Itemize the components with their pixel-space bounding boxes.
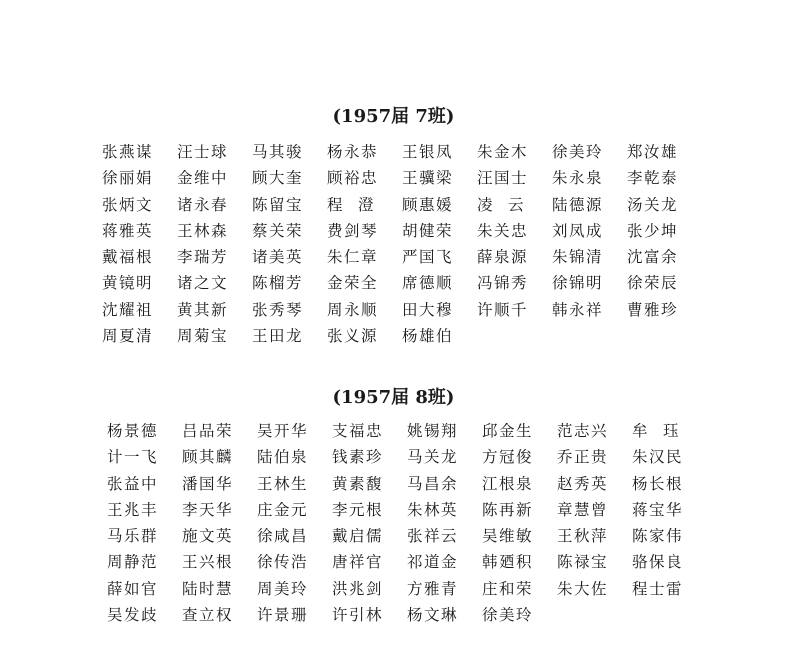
student-name: 陆德源 bbox=[552, 195, 604, 214]
student-name: 徐锦明 bbox=[552, 274, 604, 293]
student-name: 诸永春 bbox=[177, 195, 229, 214]
student-name: 陈家伟 bbox=[632, 527, 684, 546]
student-name: 王骥梁 bbox=[402, 169, 454, 188]
student-name: 朱金木 bbox=[477, 143, 529, 161]
student-name: 薛泉源 bbox=[477, 248, 529, 267]
student-name: 邱金生 bbox=[482, 422, 534, 440]
student-name: 沈耀祖 bbox=[102, 300, 154, 319]
student-name: 汪士球 bbox=[177, 143, 229, 161]
student-name: 蒋宝华 bbox=[632, 500, 684, 519]
student-name: 吴维敏 bbox=[482, 527, 534, 546]
student-name: 周静范 bbox=[107, 553, 159, 572]
class-7-name-list bbox=[102, 139, 702, 349]
student-name: 程 澄 bbox=[327, 195, 374, 214]
student-name: 方冠俊 bbox=[482, 448, 534, 467]
student-name: 王林森 bbox=[177, 221, 229, 240]
student-name: 陆伯泉 bbox=[257, 448, 309, 467]
student-name: 姚锡翔 bbox=[407, 422, 459, 440]
student-name: 许景珊 bbox=[257, 606, 309, 625]
student-name: 蔡关荣 bbox=[252, 221, 304, 240]
student-name: 钱素珍 bbox=[332, 448, 384, 467]
student-name: 庄和荣 bbox=[482, 579, 534, 598]
student-name: 徐咸昌 bbox=[257, 527, 309, 546]
student-name: 杨长根 bbox=[632, 474, 684, 493]
student-name: 骆保良 bbox=[632, 553, 684, 572]
student-name: 张益中 bbox=[107, 474, 159, 493]
student-name: 陆时慧 bbox=[182, 579, 234, 598]
student-name: 章慧曾 bbox=[557, 500, 609, 519]
student-name: 祁道金 bbox=[407, 553, 459, 572]
student-name: 王秋萍 bbox=[557, 527, 609, 546]
student-name: 朱关忠 bbox=[477, 221, 529, 240]
student-name: 杨景德 bbox=[107, 422, 159, 440]
student-name: 田大穆 bbox=[402, 300, 454, 319]
student-name: 李瑞芳 bbox=[177, 248, 229, 267]
student-name: 杨雄伯 bbox=[402, 327, 454, 346]
student-name: 戴启儒 bbox=[332, 527, 384, 546]
student-name: 杨永恭 bbox=[327, 143, 379, 161]
student-name: 朱仁章 bbox=[327, 248, 379, 267]
student-name: 赵秀英 bbox=[557, 474, 609, 493]
student-name: 顾惠媛 bbox=[402, 195, 454, 214]
student-name: 王田龙 bbox=[252, 327, 304, 346]
student-name: 费剑琴 bbox=[327, 221, 379, 240]
class-8-title: (1957届 8班) bbox=[332, 387, 455, 408]
student-name: 张秀琴 bbox=[252, 300, 304, 319]
student-name: 徐传浩 bbox=[257, 553, 309, 572]
student-name: 杨文琳 bbox=[407, 606, 459, 625]
student-name: 黄素馥 bbox=[332, 474, 384, 493]
student-name: 吴开华 bbox=[257, 422, 309, 440]
student-name: 汪国士 bbox=[477, 169, 529, 188]
student-name: 王兴根 bbox=[182, 553, 234, 572]
student-name: 徐丽娟 bbox=[102, 169, 154, 188]
student-name: 程士雷 bbox=[632, 579, 684, 598]
student-name: 计一飞 bbox=[107, 448, 159, 467]
student-name: 张祥云 bbox=[407, 527, 459, 546]
student-name: 陈禄宝 bbox=[557, 553, 609, 572]
student-name: 诸美英 bbox=[252, 248, 304, 267]
class-8-name-list bbox=[107, 418, 707, 628]
student-name: 薛如官 bbox=[107, 579, 159, 598]
student-name: 郑汝雄 bbox=[627, 143, 679, 161]
student-name: 顾其麟 bbox=[182, 448, 234, 467]
student-name: 周夏清 bbox=[102, 327, 154, 346]
student-name: 李元根 bbox=[332, 500, 384, 519]
student-name: 乔正贵 bbox=[557, 448, 609, 467]
student-name: 李乾泰 bbox=[627, 169, 679, 188]
student-name: 冯锦秀 bbox=[477, 274, 529, 293]
student-name: 蒋雅英 bbox=[102, 221, 154, 240]
student-name: 汤关龙 bbox=[627, 195, 679, 214]
student-name: 唐祥官 bbox=[332, 553, 384, 572]
student-name: 朱汉民 bbox=[632, 448, 684, 467]
student-name: 马其骏 bbox=[252, 143, 304, 161]
student-name: 李天华 bbox=[182, 500, 234, 519]
student-name: 支福忠 bbox=[332, 422, 384, 440]
student-name: 洪兆剑 bbox=[332, 579, 384, 598]
student-name: 朱大佐 bbox=[557, 579, 609, 598]
student-name: 范志兴 bbox=[557, 422, 609, 440]
student-name: 周菊宝 bbox=[177, 327, 229, 346]
student-name: 朱林英 bbox=[407, 500, 459, 519]
student-name: 徐美玲 bbox=[552, 143, 604, 161]
student-name: 查立权 bbox=[182, 606, 234, 625]
student-name: 严国飞 bbox=[402, 248, 454, 267]
student-name: 吕品荣 bbox=[182, 422, 234, 440]
student-name: 王银凤 bbox=[402, 143, 454, 161]
student-name: 周美玲 bbox=[257, 579, 309, 598]
student-name: 朱锦清 bbox=[552, 248, 604, 267]
student-name: 顾大奎 bbox=[252, 169, 304, 188]
student-name: 陈留宝 bbox=[252, 195, 304, 214]
student-name: 施文英 bbox=[182, 527, 234, 546]
student-name: 张义源 bbox=[327, 327, 379, 346]
student-name: 黄其新 bbox=[177, 300, 229, 319]
student-name: 韩廼积 bbox=[482, 553, 534, 572]
student-name: 江根泉 bbox=[482, 474, 534, 493]
student-name: 金荣全 bbox=[327, 274, 379, 293]
student-name: 吴发歧 bbox=[107, 606, 159, 625]
student-name: 许顺千 bbox=[477, 300, 529, 319]
student-name: 朱永泉 bbox=[552, 169, 604, 188]
student-name: 马乐群 bbox=[107, 527, 159, 546]
student-name: 牟 珏 bbox=[632, 422, 679, 440]
student-name: 戴福根 bbox=[102, 248, 154, 267]
student-name: 徐荣辰 bbox=[627, 274, 679, 293]
student-name: 沈富余 bbox=[627, 248, 679, 267]
student-name: 陈榴芳 bbox=[252, 274, 304, 293]
student-name: 许引林 bbox=[332, 606, 384, 625]
student-name: 张炳文 bbox=[102, 195, 154, 214]
student-name: 王兆丰 bbox=[107, 500, 159, 519]
student-name: 顾裕忠 bbox=[327, 169, 379, 188]
student-name: 陈再新 bbox=[482, 500, 534, 519]
student-name: 席德顺 bbox=[402, 274, 454, 293]
student-name: 马昌余 bbox=[407, 474, 459, 493]
student-name: 周永顺 bbox=[327, 300, 379, 319]
student-name: 诸之文 bbox=[177, 274, 229, 293]
student-name: 庄金元 bbox=[257, 500, 309, 519]
student-name: 王林生 bbox=[257, 474, 309, 493]
student-name: 金维中 bbox=[177, 169, 229, 188]
student-name: 方雅青 bbox=[407, 579, 459, 598]
student-name: 韩永祥 bbox=[552, 300, 604, 319]
student-name: 凌 云 bbox=[477, 195, 524, 214]
student-name: 黄镜明 bbox=[102, 274, 154, 293]
student-name: 曹雅珍 bbox=[627, 300, 679, 319]
student-name: 马关龙 bbox=[407, 448, 459, 467]
student-name: 潘国华 bbox=[182, 474, 234, 493]
student-name: 徐美玲 bbox=[482, 606, 534, 625]
student-name: 张少坤 bbox=[627, 221, 679, 240]
class-7-title: (1957届 7班) bbox=[332, 106, 455, 127]
student-name: 张燕谋 bbox=[102, 143, 154, 161]
student-name: 刘凤成 bbox=[552, 221, 604, 240]
student-name: 胡健荣 bbox=[402, 221, 454, 240]
